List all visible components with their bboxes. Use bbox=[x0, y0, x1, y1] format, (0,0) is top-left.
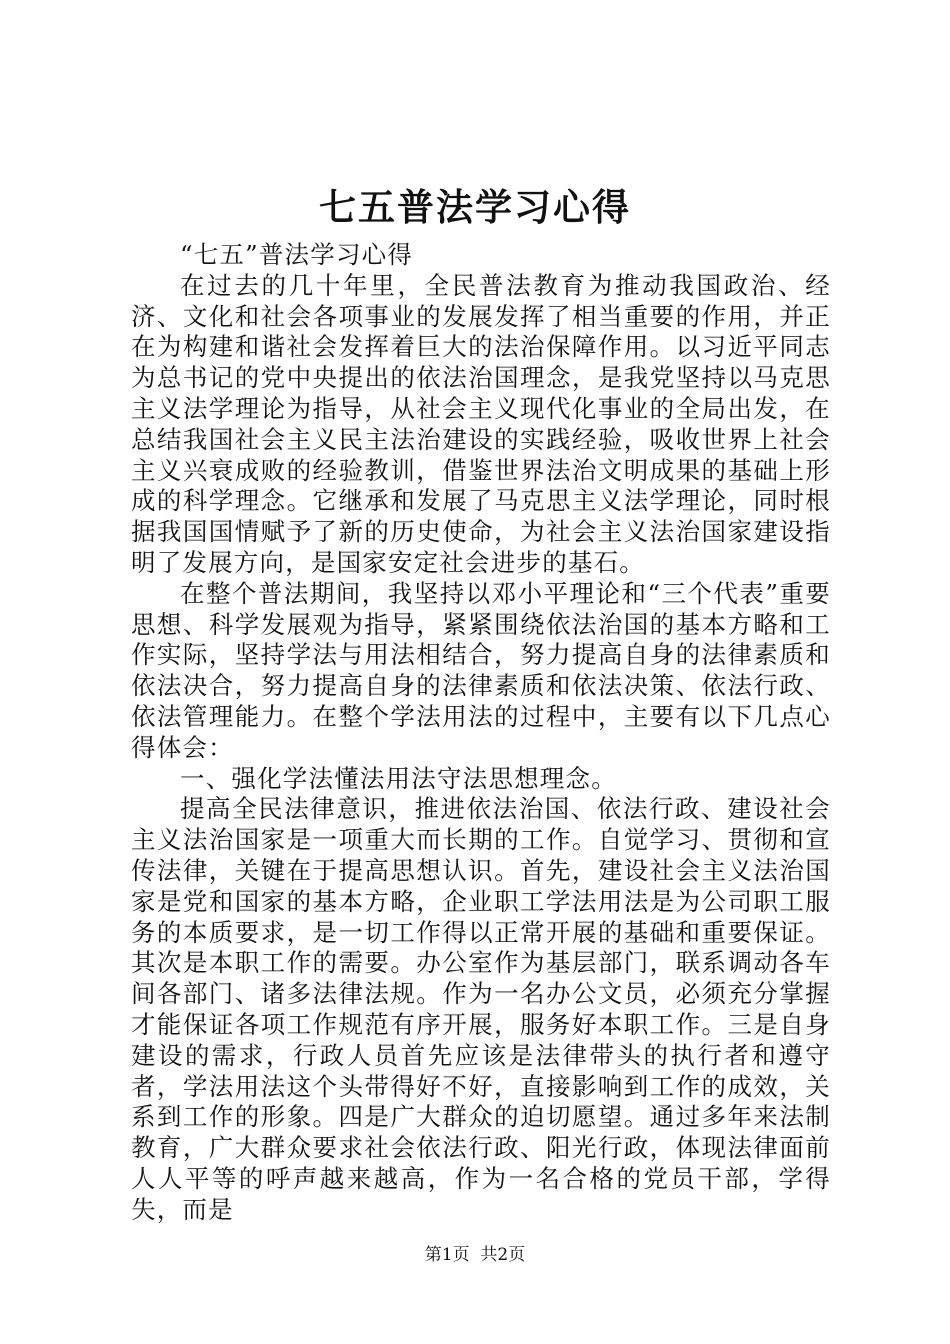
paragraph-intro: 在过去的几十年里，全民普法教育为推动我国政治、经济、文化和社会各项事业的发展发挥了相当重要的作用，并正在为构建和谐社会发挥着巨大的法治保障作用。以习近平同志为总书记的党中央提出的依法治国理念，是我党坚持以马克思主义法学理论为指导，从社会主义现代化事业的全局出发，在总结我国社会主义民主法治建设的实践经验，吸收世界上社会主义兴衰成败的经验教训，借鉴世界法治文明成果的基础上形成的科学理念。它继承和发展了马克思主义法学理论，同时根据我国国情赋予了新的历史使命，为社会主义法治国家建设指明了发展方向，是国家安定社会进步的基石。 bbox=[131, 270, 831, 577]
document-title: 七五普法学习心得 bbox=[319, 185, 631, 229]
paragraph-section-1: 提高全民法律意识，推进依法治国、依法行政、建设社会主义法治国家是一项重大而长期的工作。自觉学习、贯彻和宣传法律，关键在于提高思想认识。首先，建设社会主义法治国家是党和国家的基本方略，企业职工学法用法是为公司职工服务的本质要求，是一切工作得以正常开展的基础和重要保证。其次是本职工作的需要。办公室作为基层部门，联系调动各车间各部门、诸多法律法规。作为一名办公文员，必须充分掌握才能保证各项工作规范有序开展，服务好本职工作。三是自身建设的需求，行政人员首先应该是法律带头的执行者和遵守者，学法用法这个头带得好不好，直接影响到工作的成效，关系到工作的形象。四是广大群众的迫切愿望。通过多年来法制教育，广大群众要求社会依法行政、阳光行政，体现法律面前人人平等的呼声越来越高，作为一名合格的党员干部，学得失，而是 bbox=[131, 794, 831, 1224]
document-body bbox=[131, 240, 831, 1226]
page-number: 第1页 共2页 bbox=[424, 1245, 526, 1265]
section-heading-1: 一、强化学法懂法用法守法思想理念。 bbox=[180, 763, 617, 793]
page-footer bbox=[0, 1244, 950, 1266]
paragraph-period: 在整个普法期间，我坚持以邓小平理论和“三个代表”重要思想、科学发展观为指导，紧紧围绕依法治国的基本方略和工作实际，坚持学法与用法相结合，努力提高自身的法律素质和依法决合，努力提高自身的法律素质和依法决策、依法行政、依法管理能力。在整个学法用法的过程中，主要有以下几点心得体会： bbox=[131, 578, 831, 762]
paragraph-subtitle: “七五”普法学习心得 bbox=[180, 240, 414, 269]
